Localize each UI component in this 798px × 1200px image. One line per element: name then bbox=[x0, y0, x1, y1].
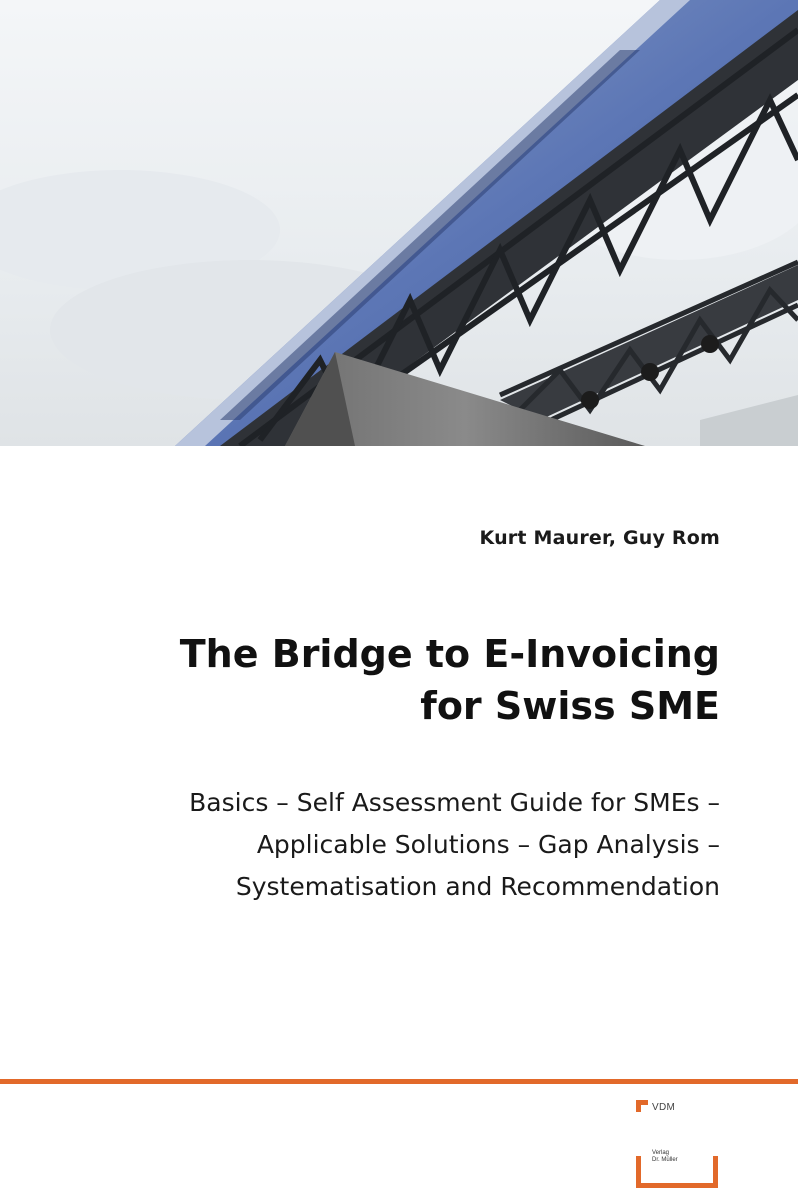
authors: Kurt Maurer, Guy Rom bbox=[479, 527, 720, 549]
book-title bbox=[100, 628, 720, 732]
logo-publisher-name bbox=[652, 1150, 692, 1164]
publisher-logo bbox=[636, 1098, 724, 1190]
book-title-line: for Swiss SME bbox=[420, 684, 720, 728]
book-subtitle-line: Applicable Solutions – Gap Analysis – bbox=[256, 830, 720, 859]
book-title-line: The Bridge to E-Invoicing bbox=[179, 632, 720, 676]
logo-publisher-line: Dr. Müller bbox=[652, 1157, 678, 1163]
logo-bracket bbox=[636, 1100, 648, 1112]
orange-divider bbox=[0, 1079, 798, 1084]
logo-mark: VDM bbox=[652, 1102, 676, 1113]
logo-publisher-line: Verlag bbox=[652, 1150, 670, 1156]
book-subtitle-line: Basics – Self Assessment Guide for SMEs – bbox=[189, 788, 720, 817]
book-subtitle bbox=[20, 782, 720, 908]
book-subtitle-line: Systematisation and Recommendation bbox=[235, 872, 720, 901]
cover-photo bbox=[0, 0, 798, 446]
